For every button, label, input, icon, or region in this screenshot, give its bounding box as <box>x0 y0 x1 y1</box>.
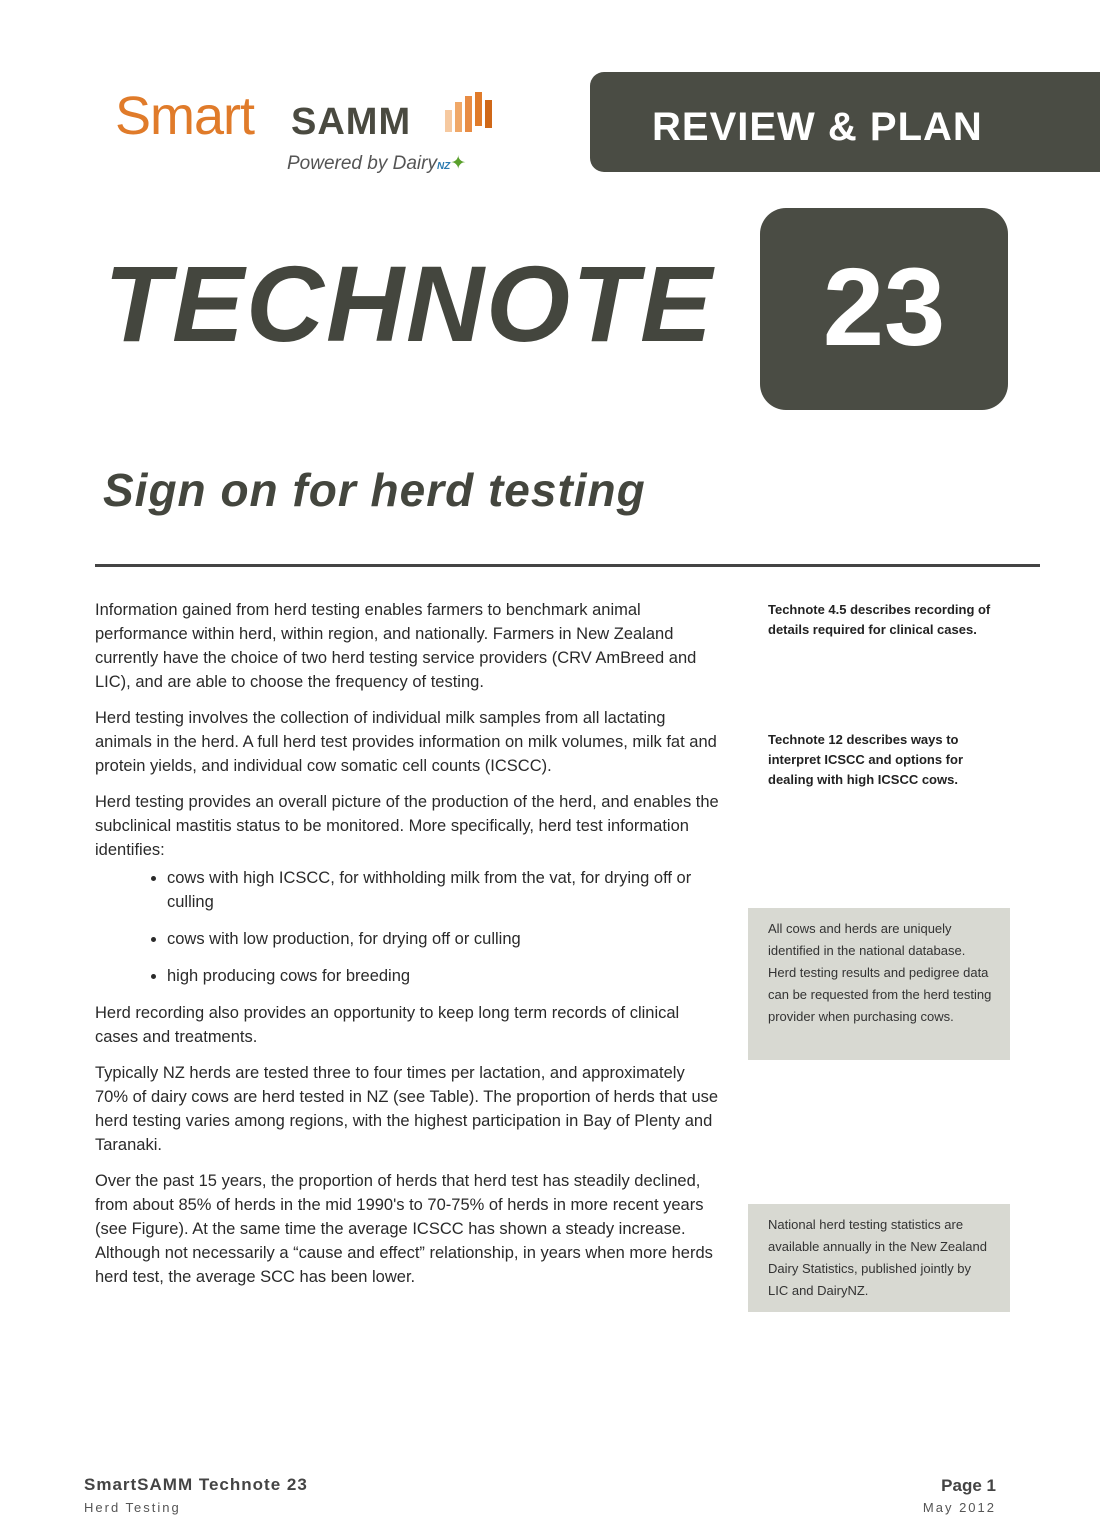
review-plan-label: REVIEW & PLAN <box>652 105 983 149</box>
paragraph-6: Over the past 15 years, the proportion of herds that herd test has steadily declined, from about 85% of herds in the mid 1990's to 70-75% of herds in more recent years (see Figure). At the same time the average ICSCC has shown a steady increase. Although not necessarily a “cause and effect” relationship, in years when more herds herd test, the average SCC has been lower. <box>95 1172 713 1286</box>
page-subtitle: Sign on for herd testing <box>103 464 646 516</box>
logo-smart-text: Smart <box>115 86 255 146</box>
footer-page: Page 1 <box>941 1476 996 1495</box>
divider <box>95 564 1040 567</box>
list-item: • cows with low production, for drying off or culling <box>167 927 720 951</box>
footer-title: SmartSAMM Technote 23 <box>84 1475 308 1494</box>
paragraph-5: Typically NZ herds are tested three to four times per lactation, and approximately 70% of dairy cows are herd tested in NZ (see Table). The proportion of herds that use herd testing varies among regions, with the highest participation in Bay of Plenty and Taranaki. <box>95 1064 719 1154</box>
logo-bars-icon <box>445 92 505 134</box>
paragraph-1: Information gained from herd testing enables farmers to benchmark animal performance within herd, within region, and nationally. Farmers in New Zealand currently have the choice of two herd testing service providers (CRV AmBreed and LIC), and are able to choose the frequency of testing. <box>95 601 697 691</box>
paragraph-3: Herd testing provides an overall picture of the production of the herd, and enables the subclinical mastitis status to be monitored. More specifically, herd test information identifies: <box>95 793 719 859</box>
list-item: • high producing cows for breeding <box>167 964 720 988</box>
main-body <box>95 598 720 1301</box>
bullet-list <box>95 866 720 988</box>
page-number: 1 <box>986 1476 996 1495</box>
paragraph-2: Herd testing involves the collection of individual milk samples from all lactating animals in the herd. A full herd test provides information on milk volumes, milk fat and protein yields, and individual cow somatic cell counts (ICSCC). <box>95 709 717 775</box>
side-box-unique-id: All cows and herds are uniquely identified in the national database. Herd testing results and pedigree data can be requested from the herd testing provider when purchasing cows. <box>748 908 1010 1060</box>
logo-samm-text: SAMM <box>291 101 412 143</box>
smartsamm-logo <box>115 86 515 186</box>
list-item: • cows with high ICSCC, for withholding milk from the vat, for drying off or culling <box>167 866 720 914</box>
side-note-technote-4-5: Technote 4.5 describes recording of details required for clinical cases. <box>768 602 991 637</box>
technote-number: 23 <box>822 246 946 369</box>
technote-title: TECHNOTE <box>104 243 714 364</box>
footer-subtitle: Herd Testing <box>84 1500 181 1515</box>
logo-powered-by: Powered by DairyNZ✦ <box>287 153 467 174</box>
footer-date: May 2012 <box>922 1500 996 1515</box>
paragraph-4: Herd recording also provides an opportunity to keep long term records of clinical cases and treatments. <box>95 1004 680 1046</box>
side-box-statistics: National herd testing statistics are available annually in the New Zealand Dairy Statistics, published jointly by LIC and DairyNZ. <box>748 1204 1010 1312</box>
side-note-technote-12: Technote 12 describes ways to interpret ICSCC and options for dealing with high ICSCC cows. <box>768 732 963 787</box>
